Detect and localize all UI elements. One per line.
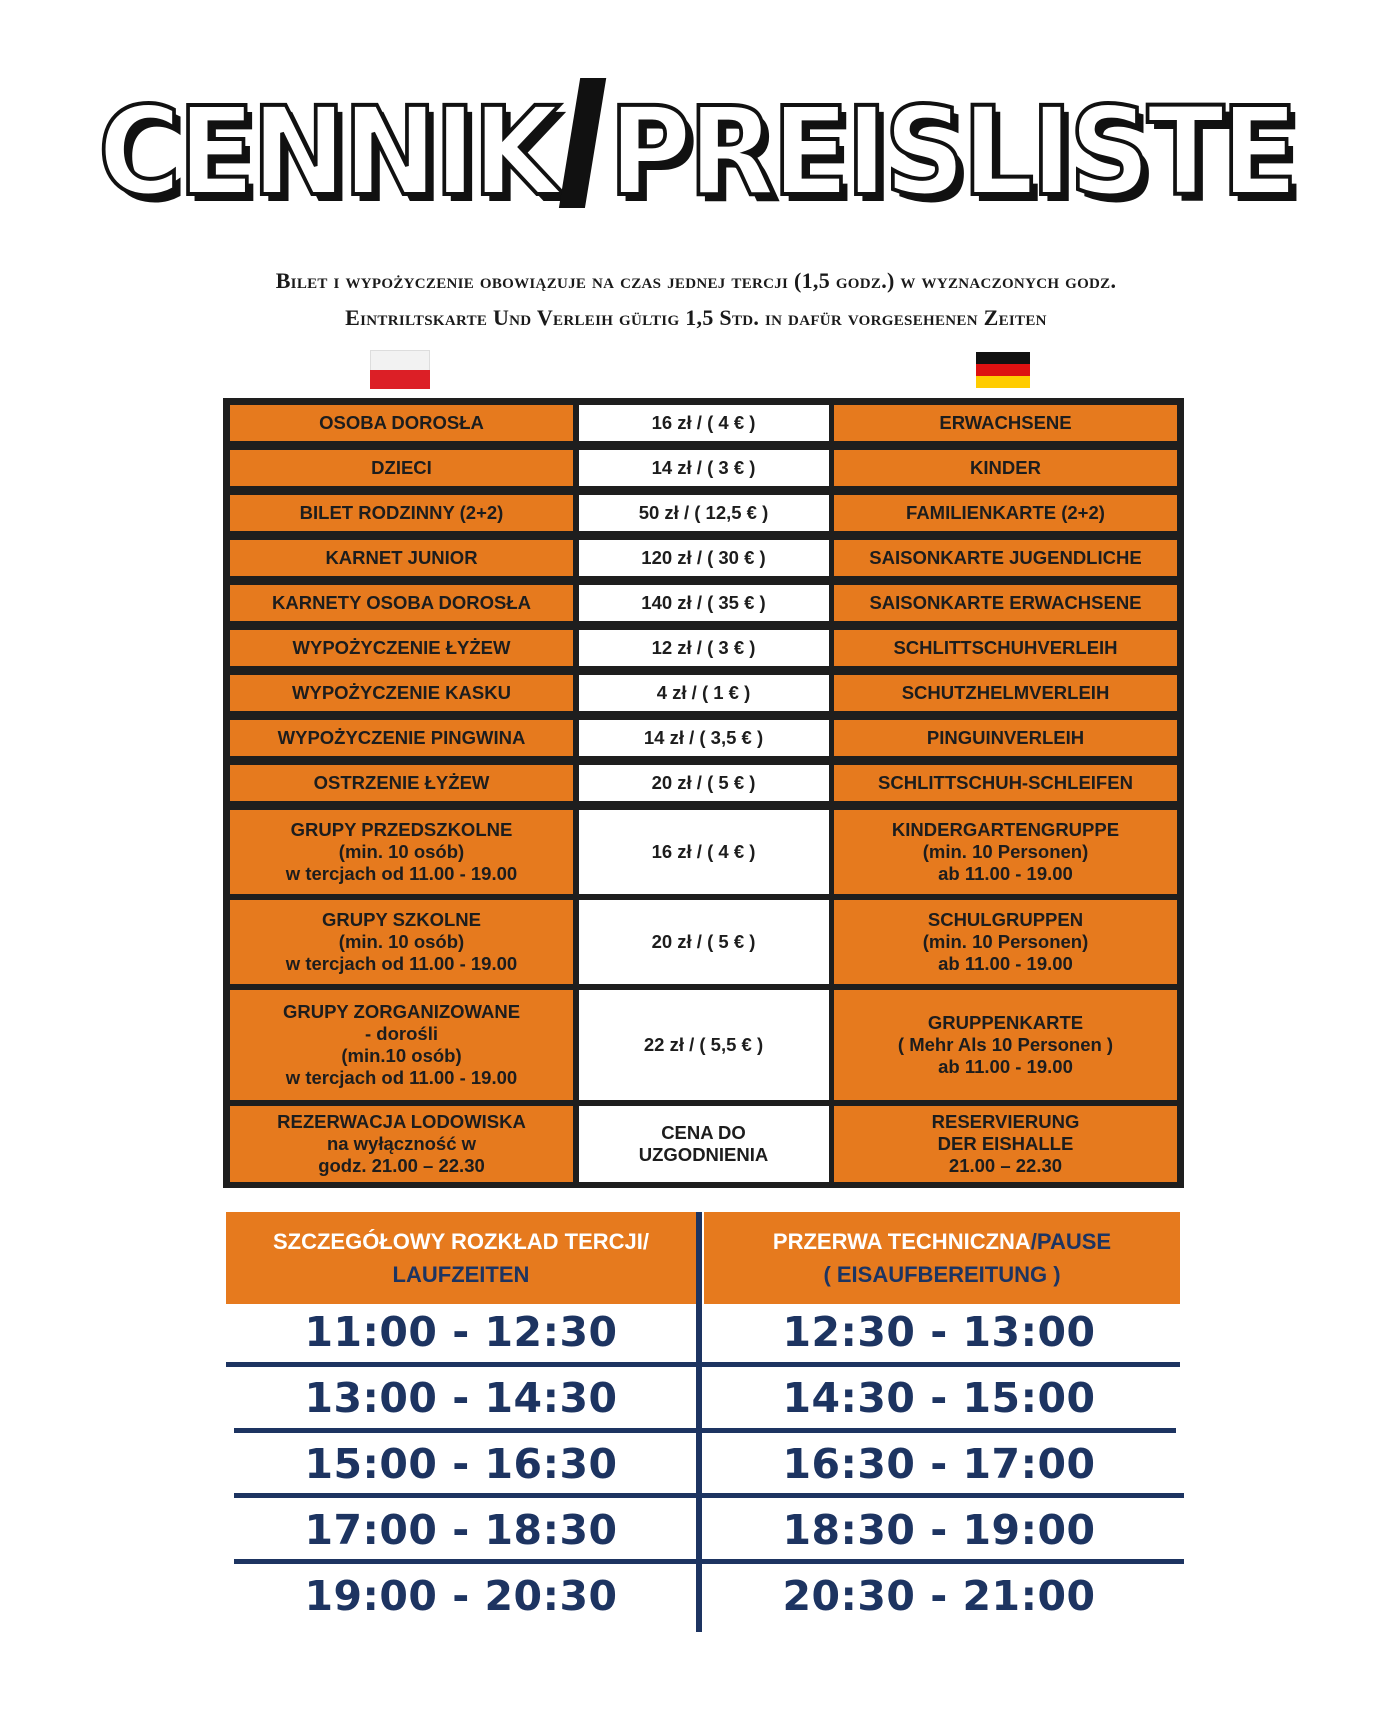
cell-line: (min.10 osób) <box>341 1045 462 1066</box>
price-label-german <box>834 990 1177 1100</box>
schedule-header-breaks <box>704 1212 1180 1304</box>
break-time: 14:30 - 15:00 <box>782 1374 1096 1422</box>
subtitle-german: Eintriltskarte Und Verleih gültig 1,5 Std. in dafür vorgesehenen Zeiten <box>345 305 1047 330</box>
session-time: 13:00 - 14:30 <box>304 1374 618 1422</box>
price-label-german <box>834 450 1177 486</box>
cell-line: 4 zł / ( 1 € ) <box>656 682 751 703</box>
price-row <box>230 990 1177 1100</box>
cell-line: OSOBA DOROSŁA <box>319 412 484 433</box>
price-label-german <box>834 495 1177 531</box>
cell-line: GRUPY PRZEDSZKOLNE <box>290 819 513 840</box>
price-value <box>579 450 829 486</box>
price-value <box>579 585 829 621</box>
price-row <box>230 900 1177 984</box>
price-label-polish <box>230 990 573 1100</box>
price-label-german <box>834 675 1177 711</box>
cell-line: (min. 10 osób) <box>338 931 465 952</box>
break-time: 12:30 - 13:00 <box>782 1308 1096 1356</box>
price-value <box>579 675 829 711</box>
cell-line: KARNETY OSOBA DOROSŁA <box>271 592 532 613</box>
price-row <box>230 810 1177 894</box>
price-value <box>579 900 829 984</box>
cell-line: w tercjach od 11.00 - 19.00 <box>285 1067 518 1088</box>
schedule-row-divider <box>234 1493 1184 1498</box>
price-table <box>223 398 1184 1188</box>
session-time: 15:00 - 16:30 <box>304 1440 618 1488</box>
price-label-polish <box>230 900 573 984</box>
price-label-polish <box>230 810 573 894</box>
price-row <box>230 765 1177 801</box>
cell-line: BILET RODZINNY (2+2) <box>299 502 504 523</box>
header-breaks-polish: PRZERWA TECHNICZNA <box>772 1229 1031 1254</box>
schedule-row-divider <box>226 1362 1180 1367</box>
price-label-polish <box>230 405 573 441</box>
cell-line: 50 zł / ( 12,5 € ) <box>638 502 769 523</box>
page-title <box>0 78 1392 223</box>
cell-line: ERWACHSENE <box>939 412 1072 433</box>
cell-line: FAMILIENKARTE (2+2) <box>906 502 1105 523</box>
price-row <box>230 495 1177 531</box>
germany-flag-icon <box>976 352 1030 388</box>
price-value <box>579 1106 829 1182</box>
cell-line: 16 zł / ( 4 € ) <box>651 412 756 433</box>
cell-line: 22 zł / ( 5,5 € ) <box>643 1034 764 1055</box>
cell-line: godz. 21.00 – 22.30 <box>318 1155 485 1176</box>
cell-line: KINDERGARTENGRUPPE <box>891 819 1120 840</box>
cell-line: DZIECI <box>371 457 432 478</box>
price-label-polish <box>230 1106 573 1182</box>
price-value <box>579 990 829 1100</box>
title-polish: CENNIK <box>97 81 557 223</box>
cell-line: ab 11.00 - 19.00 <box>938 863 1073 884</box>
price-row <box>230 675 1177 711</box>
break-time: 20:30 - 21:00 <box>782 1572 1096 1620</box>
cell-line: REZERWACJA LODOWISKA <box>277 1111 526 1132</box>
price-value <box>579 810 829 894</box>
cell-line: - dorośli <box>365 1023 438 1044</box>
header-separator: / <box>642 1229 650 1254</box>
cell-line: DER EISHALLE <box>937 1133 1074 1154</box>
price-label-polish <box>230 675 573 711</box>
price-row <box>230 1106 1177 1182</box>
schedule-row-divider <box>234 1428 1176 1433</box>
schedule-header-sessions <box>226 1212 696 1304</box>
header-separator: / <box>1030 1229 1037 1254</box>
cell-line: PINGUINVERLEIH <box>926 727 1085 748</box>
price-value <box>579 630 829 666</box>
price-row <box>230 630 1177 666</box>
price-label-polish <box>230 720 573 756</box>
schedule-table <box>226 1212 1180 1632</box>
cell-line: KARNET JUNIOR <box>325 547 478 568</box>
price-row <box>230 540 1177 576</box>
cell-line: w tercjach od 11.00 - 19.00 <box>285 863 518 884</box>
cell-line: (min. 10 Personen) <box>922 841 1089 862</box>
cell-line: UZGODNIENIA <box>638 1144 769 1165</box>
cell-line: 14 zł / ( 3,5 € ) <box>643 727 764 748</box>
price-label-german <box>834 540 1177 576</box>
cell-line: SAISONKARTE JUGENDLICHE <box>869 547 1142 568</box>
price-label-german <box>834 585 1177 621</box>
price-label-german <box>834 765 1177 801</box>
price-value <box>579 495 829 531</box>
subtitle-polish: Bilet i wypożyczenie obowiązuje na czas jednej tercji (1,5 godz.) w wyznaczonych godz. <box>275 268 1117 293</box>
cell-line: SCHLITTSCHUH-SCHLEIFEN <box>878 772 1133 793</box>
price-label-polish <box>230 585 573 621</box>
price-label-german <box>834 720 1177 756</box>
cell-line: GRUPY ZORGANIZOWANE <box>282 1001 521 1022</box>
cell-line: KINDER <box>970 457 1041 478</box>
cell-line: w tercjach od 11.00 - 19.00 <box>285 953 518 974</box>
price-label-german <box>834 1106 1177 1182</box>
cell-line: WYPOŻYCZENIE KASKU <box>292 682 511 703</box>
cell-line: ab 11.00 - 19.00 <box>938 1056 1073 1077</box>
cell-line: ( Mehr Als 10 Personen ) <box>897 1034 1114 1055</box>
price-value <box>579 765 829 801</box>
price-label-polish <box>230 540 573 576</box>
header-breaks-german: PAUSE <box>1036 1229 1112 1254</box>
cell-line: 140 zł / ( 35 € ) <box>641 592 766 613</box>
cell-line: SCHUTZHELMVERLEIH <box>901 682 1110 703</box>
break-time: 18:30 - 19:00 <box>782 1506 1096 1554</box>
header-sessions-polish: SZCZEGÓŁOWY ROZKŁAD TERCJI <box>272 1229 643 1254</box>
price-label-german <box>834 810 1177 894</box>
price-label-polish <box>230 630 573 666</box>
price-label-german <box>834 405 1177 441</box>
price-value <box>579 405 829 441</box>
cell-line: 20 zł / ( 5 € ) <box>651 931 756 952</box>
price-label-polish <box>230 495 573 531</box>
cell-line: CENA DO <box>661 1122 746 1143</box>
price-value <box>579 540 829 576</box>
cell-line: (min. 10 osób) <box>338 841 465 862</box>
cell-line: 20 zł / ( 5 € ) <box>651 772 756 793</box>
title-german: PREISLISTE <box>608 81 1295 223</box>
cell-line: RESERVIERUNG <box>931 1111 1080 1132</box>
cell-line: ab 11.00 - 19.00 <box>938 953 1073 974</box>
session-time: 19:00 - 20:30 <box>304 1572 618 1620</box>
price-row <box>230 720 1177 756</box>
cell-line: OSTRZENIE ŁYŻEW <box>313 772 490 793</box>
price-row <box>230 450 1177 486</box>
schedule-row-divider <box>234 1559 1184 1564</box>
title-slash <box>559 78 606 208</box>
price-label-german <box>834 630 1177 666</box>
price-label-german <box>834 900 1177 984</box>
cell-line: GRUPPENKARTE <box>927 1012 1084 1033</box>
poland-flag-icon <box>370 350 430 388</box>
cell-line: SCHULGRUPPEN <box>927 909 1084 930</box>
cell-line: 16 zł / ( 4 € ) <box>651 841 756 862</box>
price-label-polish <box>230 765 573 801</box>
price-row <box>230 405 1177 441</box>
price-label-polish <box>230 450 573 486</box>
cell-line: WYPOŻYCZENIE ŁYŻEW <box>292 637 511 658</box>
cell-line: SCHLITTSCHUHVERLEIH <box>893 637 1118 658</box>
cell-line: na wyłączność w <box>326 1133 477 1154</box>
session-time: 17:00 - 18:30 <box>304 1506 618 1554</box>
schedule-divider <box>696 1212 702 1632</box>
cell-line: 21.00 – 22.30 <box>948 1155 1063 1176</box>
cell-line: SAISONKARTE ERWACHSENE <box>869 592 1142 613</box>
cell-line: GRUPY SZKOLNE <box>322 909 481 930</box>
header-sessions-german: LAUFZEITEN <box>392 1262 530 1287</box>
price-value <box>579 720 829 756</box>
break-time: 16:30 - 17:00 <box>782 1440 1096 1488</box>
cell-line: WYPOŻYCZENIE PINGWINA <box>277 727 526 748</box>
price-row <box>230 585 1177 621</box>
cell-line: (min. 10 Personen) <box>922 931 1089 952</box>
cell-line: 12 zł / ( 3 € ) <box>651 637 756 658</box>
cell-line: 14 zł / ( 3 € ) <box>651 457 756 478</box>
cell-line: 120 zł / ( 30 € ) <box>641 547 766 568</box>
session-time: 11:00 - 12:30 <box>304 1308 618 1356</box>
header-breaks-subtitle: ( EISAUFBEREITUNG ) <box>823 1262 1061 1287</box>
